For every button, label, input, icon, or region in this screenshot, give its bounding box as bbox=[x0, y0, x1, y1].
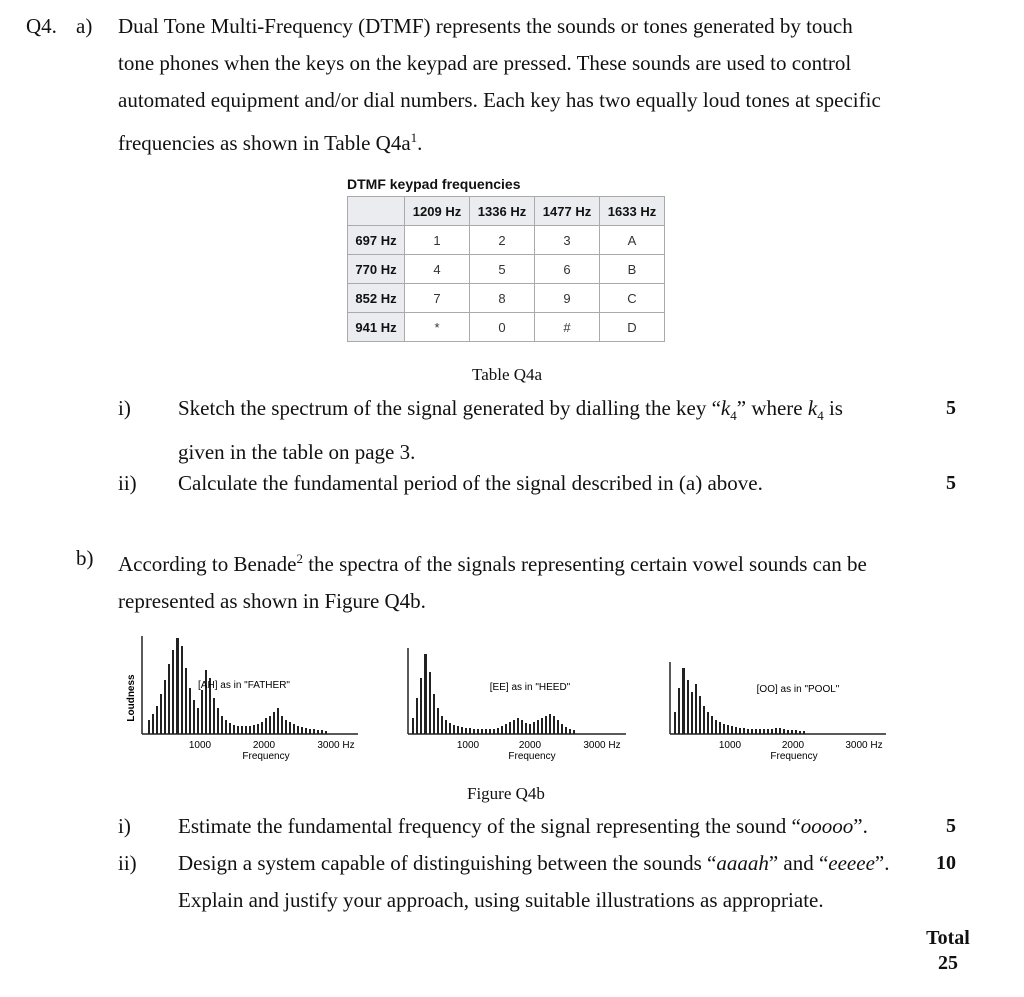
key-cell: 8 bbox=[470, 284, 535, 313]
question-number: Q4. bbox=[26, 14, 57, 38]
tick-label: 1000 bbox=[456, 740, 480, 751]
footnote-1: 1 bbox=[410, 130, 418, 145]
total-value: 25 bbox=[938, 952, 958, 974]
row-header: 697 Hz bbox=[348, 226, 405, 255]
marks-b-i: 5 bbox=[946, 815, 956, 837]
key-cell: 7 bbox=[405, 284, 470, 313]
part-a-ii-label: ii) bbox=[118, 471, 137, 495]
panel-title: [OO] as in "POOL" bbox=[756, 684, 840, 695]
marks-a-ii: 5 bbox=[946, 472, 956, 494]
tick-label: 3000 Hz bbox=[583, 740, 621, 751]
figure-q4b bbox=[118, 628, 898, 768]
key-cell: 6 bbox=[535, 255, 600, 284]
key-cell: 5 bbox=[470, 255, 535, 284]
dtmf-header-row bbox=[348, 197, 665, 226]
key-cell: A bbox=[600, 226, 665, 255]
harmonic-bars bbox=[674, 668, 805, 734]
part-b-ii-line-1: Design a system capable of distinguishing between the sounds “aaaah” and “eeeee”. bbox=[178, 851, 890, 875]
col-header: 1633 Hz bbox=[600, 197, 665, 226]
marks-b-ii: 10 bbox=[936, 852, 956, 874]
part-b-line-1: According to Benade$^2$ the spectra of the signals representing certain vowel sounds can be bbox=[118, 551, 867, 576]
panel-title: [AH] as in "FATHER" bbox=[198, 680, 290, 691]
key-cell: D bbox=[600, 313, 665, 342]
tick-label: 2000 bbox=[252, 740, 276, 751]
col-header: 1209 Hz bbox=[405, 197, 470, 226]
part-b-i-text: Estimate the fundamental frequency of the signal representing the sound “ooooo”. bbox=[178, 814, 868, 838]
row-header: 852 Hz bbox=[348, 284, 405, 313]
part-b-ii-line-2: Explain and justify your approach, using suitable illustrations as appropriate. bbox=[178, 888, 824, 912]
x-axis-label: Frequency bbox=[770, 751, 818, 762]
dtmf-table-wrapper bbox=[347, 196, 665, 342]
row-header: 770 Hz bbox=[348, 255, 405, 284]
part-a-line-2: tone phones when the keys on the keypad are pressed. These sounds are used to control bbox=[118, 51, 852, 75]
x-axis-label: Frequency bbox=[508, 751, 556, 762]
tick-label: 2000 bbox=[518, 740, 542, 751]
part-a-line-1: Dual Tone Multi-Frequency (DTMF) represents the sounds or tones generated by touch bbox=[118, 14, 853, 38]
key-cell: * bbox=[405, 313, 470, 342]
footnote-2: 2 bbox=[296, 551, 303, 566]
key-cell: 3 bbox=[535, 226, 600, 255]
key-cell: B bbox=[600, 255, 665, 284]
figure-label: Figure Q4b bbox=[467, 784, 545, 803]
part-b-ii-label: ii) bbox=[118, 851, 137, 875]
part-a-i-line-1: Sketch the spectrum of the signal generated by dialling the key “$k_4$” where $k_4$ is bbox=[178, 396, 843, 424]
part-a-i-line-2: given in the table on page 3. bbox=[178, 440, 416, 465]
marks-a-i: 5 bbox=[946, 397, 956, 419]
key-cell: 9 bbox=[535, 284, 600, 313]
col-header: 1477 Hz bbox=[535, 197, 600, 226]
table-label: Table Q4a bbox=[472, 365, 543, 384]
dtmf-table bbox=[347, 196, 665, 342]
tick-label: 1000 bbox=[718, 740, 742, 751]
part-a-line-3: automated equipment and/or dial numbers. Each key has two equally loud tones at specific bbox=[118, 88, 881, 112]
panel-title: [EE] as in "HEED" bbox=[489, 682, 571, 693]
part-a-i-label: i) bbox=[118, 396, 131, 420]
table-row bbox=[348, 226, 665, 255]
dtmf-table-caption: DTMF keypad frequencies bbox=[347, 176, 521, 192]
key-cell: C bbox=[600, 284, 665, 313]
tick-label: 2000 bbox=[781, 740, 805, 751]
row-header: 941 Hz bbox=[348, 313, 405, 342]
dtmf-corner-cell bbox=[348, 197, 405, 226]
key-cell: 4 bbox=[405, 255, 470, 284]
table-row bbox=[348, 313, 665, 342]
part-b-text bbox=[118, 540, 918, 620]
spectrum-panel-ah bbox=[142, 636, 358, 762]
part-b-ii-text bbox=[178, 845, 908, 919]
spectrum-panel-oo bbox=[670, 662, 886, 762]
x-axis-label: Frequency bbox=[242, 751, 290, 762]
part-a-ii-text: Calculate the fundamental period of the signal described in (a) above. bbox=[178, 471, 763, 495]
part-a-label: a) bbox=[76, 14, 93, 38]
spectrum-panel-ee bbox=[408, 648, 626, 762]
col-header: 1336 Hz bbox=[470, 197, 535, 226]
tick-label: 3000 Hz bbox=[845, 740, 883, 751]
tick-label: 3000 Hz bbox=[317, 740, 355, 751]
total-label: Total bbox=[926, 927, 970, 949]
table-row bbox=[348, 255, 665, 284]
tick-label: 1000 bbox=[188, 740, 212, 751]
key-cell: 2 bbox=[470, 226, 535, 255]
harmonic-bars bbox=[412, 654, 575, 734]
total-block bbox=[918, 926, 978, 976]
part-a-line-4: frequencies as shown in Table $Q4a^1$. bbox=[118, 130, 423, 155]
part-a-i-text bbox=[178, 390, 908, 471]
table-row bbox=[348, 284, 665, 313]
part-a-text bbox=[118, 8, 918, 162]
part-b-i-label: i) bbox=[118, 814, 131, 838]
key-cell: 0 bbox=[470, 313, 535, 342]
key-cell: # bbox=[535, 313, 600, 342]
part-b-line-2: represented as shown in Figure Q4b. bbox=[118, 589, 426, 613]
key-cell: 1 bbox=[405, 226, 470, 255]
part-b-label: b) bbox=[76, 546, 94, 570]
y-axis-label: Loudness bbox=[126, 674, 137, 722]
